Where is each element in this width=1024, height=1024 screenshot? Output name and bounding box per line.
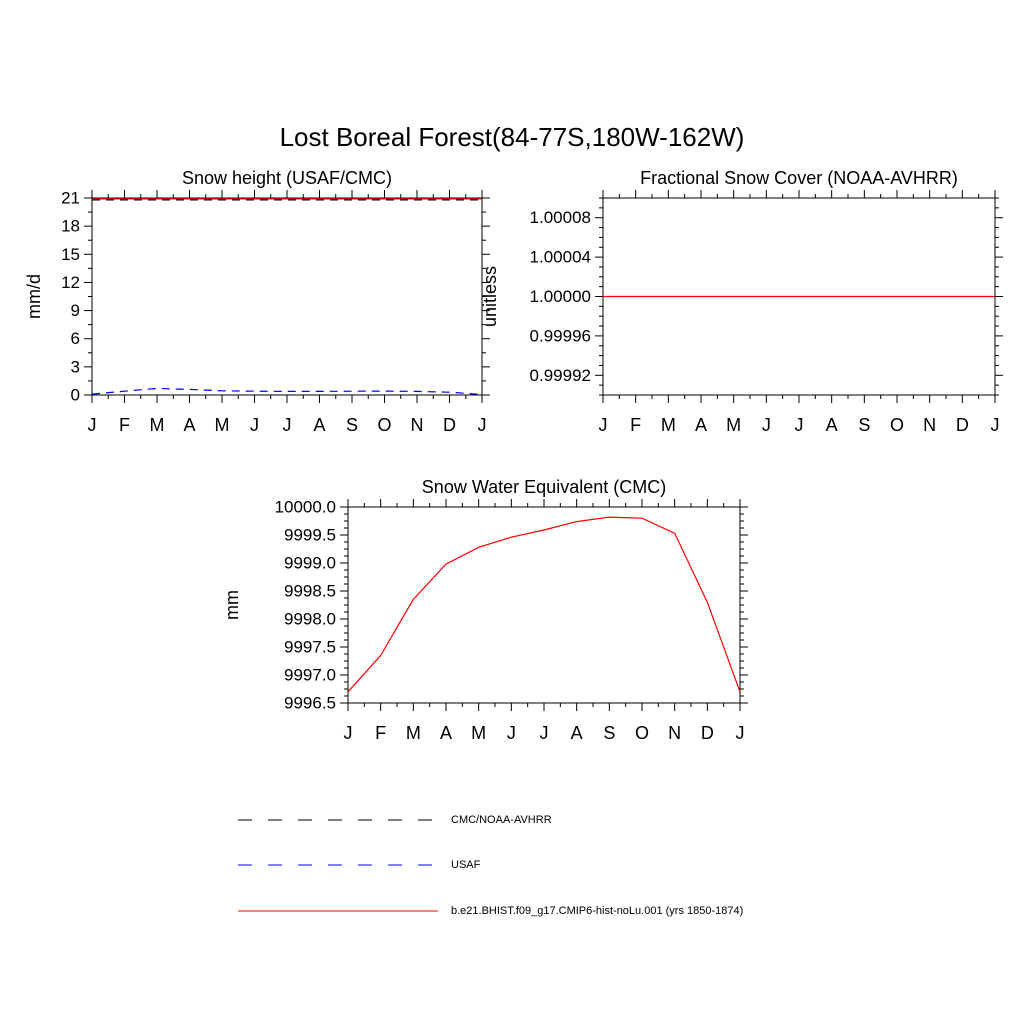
y-tick-label: 1.00008 <box>529 208 591 228</box>
x-tick-label: A <box>183 415 196 435</box>
x-tick-label: J <box>990 415 1000 435</box>
y-tick-label: 9 <box>70 301 80 321</box>
x-tick-label: D <box>443 415 456 435</box>
y-tick-label: 0.99992 <box>529 365 591 385</box>
x-tick-label: M <box>214 415 230 435</box>
y-tick-label: 12 <box>61 272 80 292</box>
x-tick-label: O <box>889 415 905 435</box>
panel-title: Snow height (USAF/CMC) <box>181 168 393 188</box>
x-tick-label: J <box>794 415 804 435</box>
panel-snow-water-equivalent <box>222 477 748 743</box>
y-tick-label: 9998.5 <box>284 581 336 601</box>
legend-label: b.e21.BHIST.f09_g17.CMIP6-hist-noLu.001 (yrs 1850-1874) <box>451 905 744 917</box>
y-tick-label: 1.00000 <box>529 287 591 306</box>
plot-frame <box>92 198 482 395</box>
x-tick-label: A <box>825 415 838 435</box>
x-tick-label: J <box>761 415 771 435</box>
x-tick-label: O <box>634 723 650 743</box>
x-tick-label: J <box>506 723 516 743</box>
x-tick-label: N <box>410 415 424 435</box>
legend-label: CMC/NOAA-AVHRR <box>451 814 552 826</box>
x-tick-label: F <box>375 723 387 743</box>
x-tick-label: A <box>570 723 583 743</box>
y-tick-label: 9999.5 <box>284 525 336 545</box>
x-tick-label: M <box>726 415 742 435</box>
figure-title: Lost Boreal Forest(84-77S,180W-162W) <box>279 122 745 152</box>
panel-snow-height <box>24 168 490 435</box>
series-line-usaf <box>92 388 482 394</box>
x-tick-label: N <box>923 415 937 435</box>
y-tick-label: 1.00004 <box>529 247 591 267</box>
y-tick-label: 18 <box>61 216 80 236</box>
x-tick-label: O <box>377 415 392 435</box>
x-tick-label: F <box>630 415 642 435</box>
panel-title: Fractional Snow Cover (NOAA-AVHRR) <box>640 168 958 188</box>
x-tick-label: N <box>668 723 682 743</box>
x-tick-label: D <box>700 723 714 743</box>
plot-frame <box>348 507 740 703</box>
y-tick-label: 0 <box>70 385 80 405</box>
series-line-model <box>348 517 740 692</box>
x-tick-label: J <box>87 415 97 435</box>
x-tick-label: M <box>471 723 487 743</box>
legend-label: USAF <box>451 859 481 871</box>
x-tick-label: S <box>858 415 871 435</box>
x-tick-label: M <box>660 415 676 435</box>
y-tick-label: 0.99996 <box>529 326 591 346</box>
x-tick-label: M <box>405 723 421 743</box>
x-tick-label: S <box>603 723 616 743</box>
y-tick-label: 6 <box>70 329 80 349</box>
y-tick-label: 10000.0 <box>274 497 336 517</box>
y-tick-label: 9999.0 <box>284 553 336 573</box>
x-tick-label: A <box>439 723 453 743</box>
y-tick-label: 9996.5 <box>284 693 336 713</box>
x-tick-label: S <box>345 415 359 435</box>
x-tick-label: D <box>955 415 969 435</box>
x-tick-label: J <box>477 415 487 435</box>
legend <box>238 814 743 917</box>
y-tick-label: 9997.0 <box>284 665 336 685</box>
y-tick-label: 9998.0 <box>284 609 336 629</box>
x-tick-label: A <box>694 415 708 435</box>
panel-title: Snow Water Equivalent (CMC) <box>421 477 667 497</box>
x-tick-label: J <box>735 723 745 743</box>
x-tick-label: J <box>343 723 353 743</box>
x-tick-label: F <box>119 415 130 435</box>
panel-fractional-snow-cover <box>477 168 1003 435</box>
y-axis-label: mm/d <box>24 274 44 319</box>
y-tick-label: 15 <box>61 244 80 264</box>
x-tick-label: J <box>282 415 292 435</box>
y-axis-label: unitless <box>480 265 500 328</box>
x-tick-label: J <box>539 723 549 743</box>
y-tick-label: 21 <box>61 188 80 208</box>
y-axis-label: mm <box>222 590 242 620</box>
x-tick-label: A <box>313 415 326 435</box>
x-tick-label: J <box>250 415 259 435</box>
y-tick-label: 9997.5 <box>284 637 336 657</box>
y-tick-label: 3 <box>70 357 80 377</box>
x-tick-label: J <box>598 415 608 435</box>
x-tick-label: M <box>149 415 165 435</box>
